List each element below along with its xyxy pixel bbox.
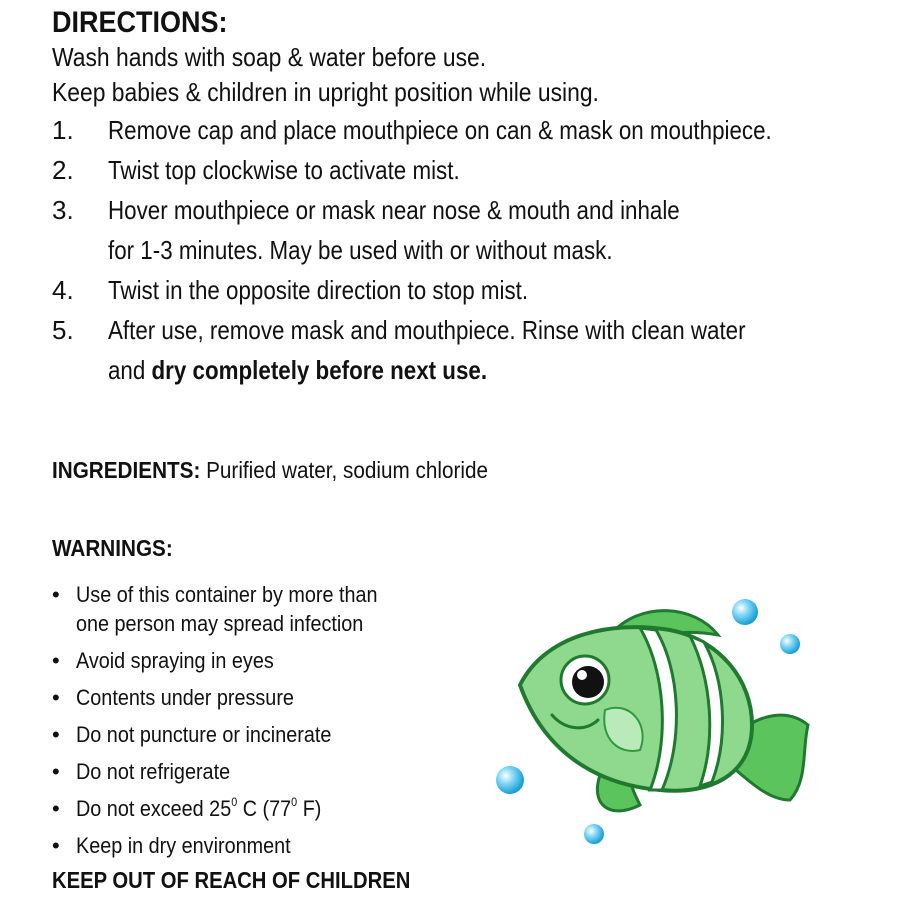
- warning-text: Do not puncture or incinerate: [76, 722, 332, 747]
- directions-heading: DIRECTIONS:: [52, 6, 228, 39]
- warning-text: Use of this container by more than: [76, 582, 378, 607]
- bullet: •: [52, 648, 60, 673]
- warning-text: Do not refrigerate: [76, 759, 231, 784]
- step-text-bold: dry completely before next use.: [151, 355, 488, 385]
- list-item: [52, 720, 472, 749]
- bubble-icon: [780, 634, 800, 654]
- degree-mark: 0: [291, 795, 298, 809]
- bullet: •: [52, 833, 60, 858]
- step-text: Twist top clockwise to activate mist.: [108, 155, 460, 185]
- step-number: 1.: [52, 115, 74, 145]
- step-text-last: [108, 350, 746, 390]
- bubble-icon: [732, 599, 758, 625]
- fish-eye-shine: [577, 670, 587, 680]
- direction-step: [52, 310, 882, 390]
- direction-step: [52, 150, 882, 190]
- green-fish-illustration: [490, 590, 830, 860]
- list-item: [52, 794, 472, 823]
- list-item: [52, 683, 472, 712]
- step-number: 5.: [52, 315, 74, 345]
- directions-section: [52, 6, 882, 390]
- ingredients-line: [52, 453, 488, 487]
- list-item: [52, 757, 472, 786]
- bullet: •: [52, 685, 60, 710]
- direction-step: [52, 190, 882, 270]
- warnings-heading: WARNINGS:: [52, 535, 173, 561]
- step-number: 4.: [52, 275, 74, 305]
- step-text: for 1-3 minutes. May be used with or without mask.: [108, 235, 613, 265]
- direction-step: [52, 270, 882, 310]
- temp-suffix: F): [297, 796, 322, 821]
- warning-text: one person may spread infection: [76, 611, 364, 636]
- warning-text: Keep in dry environment: [76, 833, 291, 858]
- degree-mark: 0: [231, 795, 238, 809]
- step-text-plain: and: [108, 355, 152, 385]
- intro-line: Keep babies & children in upright position while using.: [52, 77, 599, 107]
- step-text: Twist in the opposite direction to stop mist.: [108, 275, 529, 305]
- temp-prefix: Do not exceed 25: [76, 796, 232, 821]
- warning-text: Contents under pressure: [76, 685, 294, 710]
- step-text: Hover mouthpiece or mask near nose & mouth and inhale: [108, 195, 680, 225]
- bubble-icon: [496, 766, 524, 794]
- step-number: 3.: [52, 195, 74, 225]
- keep-out-warning: KEEP OUT OF REACH OF CHILDREN: [52, 867, 411, 893]
- step-text: After use, remove mask and mouthpiece. Rinse with clean water: [108, 315, 746, 345]
- bubble-icon: [584, 824, 604, 844]
- ingredients-label: INGREDIENTS:: [52, 457, 201, 483]
- temperature-warning: [76, 794, 321, 823]
- list-item: [52, 580, 472, 638]
- bullet: •: [52, 796, 60, 821]
- warnings-list: [52, 580, 472, 868]
- step-number: 2.: [52, 155, 74, 185]
- fish-pupil: [572, 666, 604, 698]
- intro-line: Wash hands with soap & water before use.: [52, 42, 487, 72]
- warning-text: Avoid spraying in eyes: [76, 648, 274, 673]
- temp-middle: C (77: [237, 796, 292, 821]
- bullet: •: [52, 582, 60, 607]
- direction-step: [52, 110, 882, 150]
- bullet: •: [52, 722, 60, 747]
- step-text: Remove cap and place mouthpiece on can & mask on mouthpiece.: [108, 115, 772, 145]
- ingredients-text: Purified water, sodium chloride: [200, 457, 489, 483]
- bullet: •: [52, 759, 60, 784]
- list-item: [52, 646, 472, 675]
- list-item: [52, 831, 472, 860]
